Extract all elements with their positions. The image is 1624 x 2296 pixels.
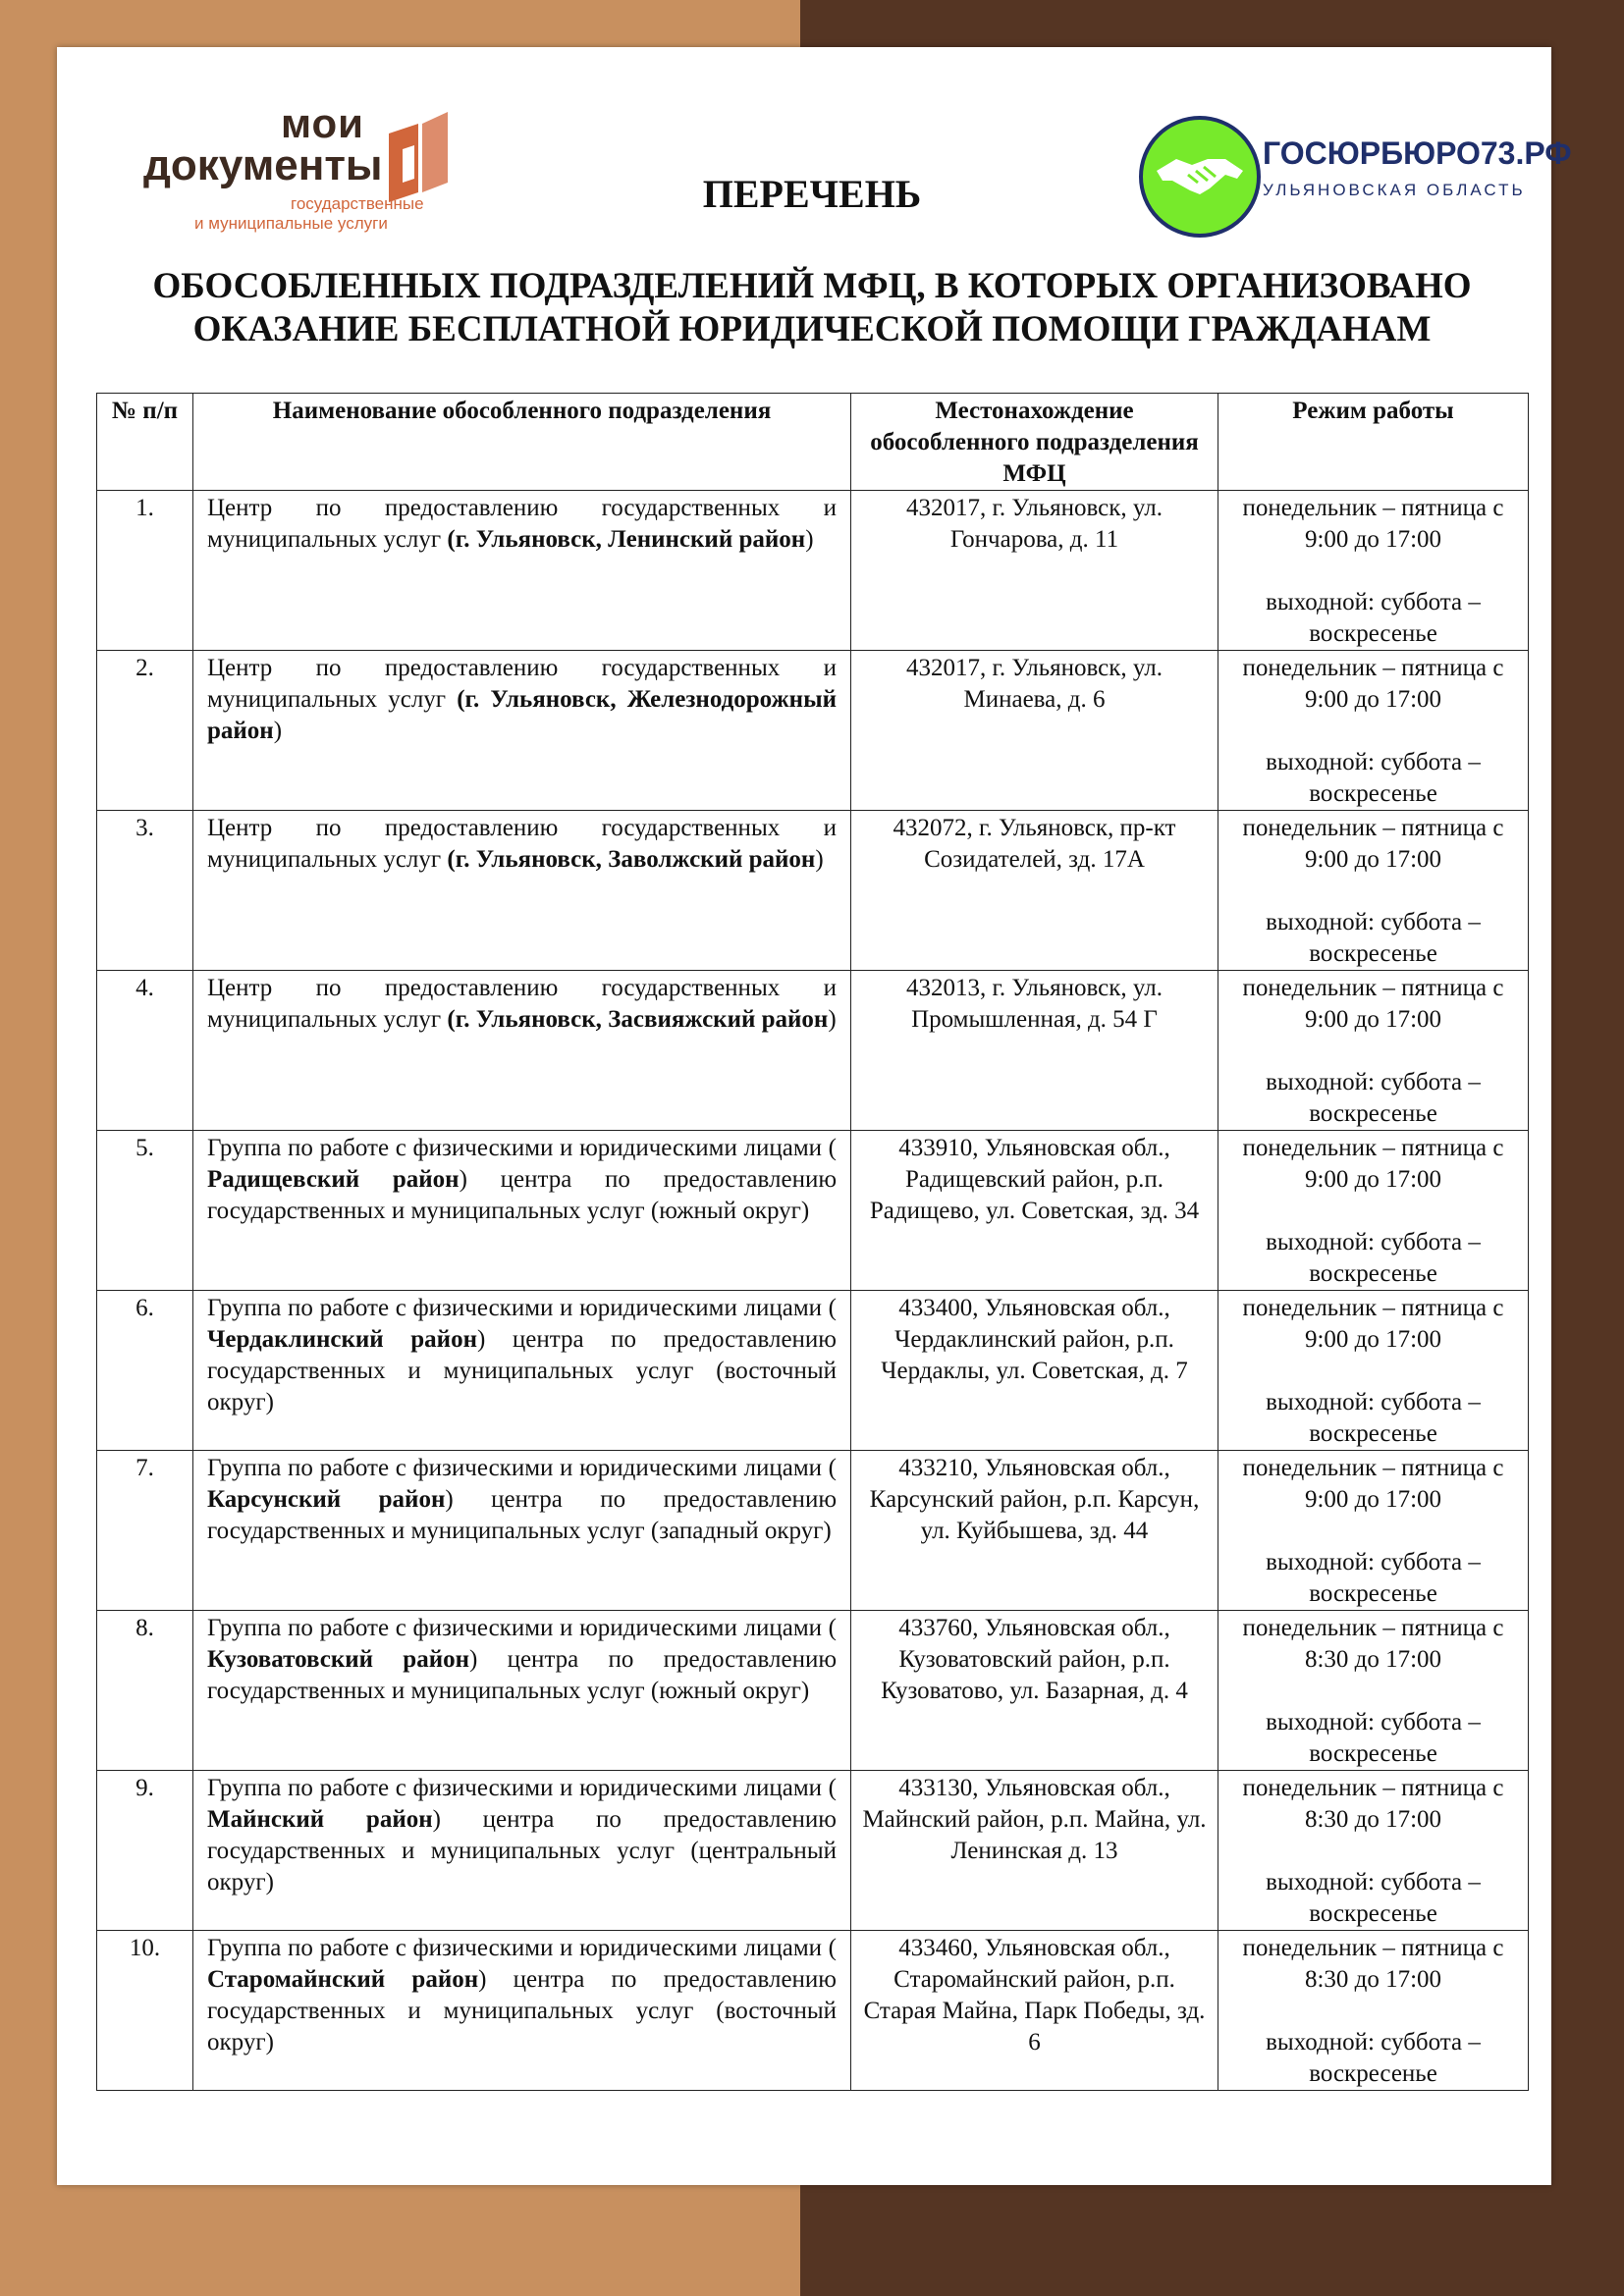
subdivision-address: 432013, г. Ульяновск, ул. Промышленная, д. 54 Г	[851, 971, 1218, 1131]
working-hours	[1218, 651, 1529, 811]
document-title: ПЕРЕЧЕНЬ	[702, 172, 922, 216]
name-text: Группа по работе с физическими и юридическими лицами (	[207, 1135, 837, 1161]
hours-gap	[1228, 1356, 1518, 1387]
name-district: Карсунский район	[207, 1486, 446, 1513]
name-text: Группа по работе с физическими и юридическими лицами (	[207, 1295, 837, 1321]
logo-subtext-2: и муниципальные услуги	[194, 214, 388, 233]
hours-gap	[1228, 1996, 1518, 2027]
table-row	[97, 1291, 1529, 1451]
row-number: 10.	[97, 1931, 193, 2091]
header-hours: Режим работы	[1218, 394, 1529, 491]
subdivision-address: 432017, г. Ульяновск, ул. Минаева, д. 6	[851, 651, 1218, 811]
table-row	[97, 1931, 1529, 2091]
name-text-tail: ) центра по предоставлению государственных и муниципальных услуг (южный округ)	[207, 1646, 837, 1704]
hours-dayoff: выходной: суббота – воскресенье	[1266, 1869, 1481, 1927]
subdivision-address: 433460, Ульяновская обл., Старомайнский район, р.п. Старая Майна, Парк Победы, зд. 6	[851, 1931, 1218, 2091]
subdivision-name	[193, 491, 851, 651]
logo-region-text: УЛЬЯНОВСКАЯ ОБЛАСТЬ	[1263, 181, 1526, 199]
working-hours	[1218, 1931, 1529, 2091]
name-text-tail: ) центра по предоставлению государственных и муниципальных услуг (восточный округ)	[207, 1326, 837, 1415]
table-row	[97, 651, 1529, 811]
hours-weekdays: понедельник – пятница с 9:00 до 17:00	[1242, 1455, 1504, 1513]
logo-brand-text: ГОСЮРБЮРО73.РФ	[1263, 135, 1572, 171]
working-hours	[1218, 971, 1529, 1131]
logo-subtext-1: государственные	[291, 194, 424, 213]
hours-weekdays: понедельник – пятница с 9:00 до 17:00	[1242, 975, 1504, 1033]
subdivision-address: 433910, Ульяновская обл., Радищевский район, р.п. Радищево, ул. Советская, зд. 34	[851, 1131, 1218, 1291]
name-text-tail: ) центра по предоставлению государственных и муниципальных услуг (восточный округ)	[207, 1966, 837, 2056]
hours-dayoff: выходной: суббота – воскресенье	[1266, 1709, 1481, 1767]
row-number: 2.	[97, 651, 193, 811]
subdivision-address: 433760, Ульяновская обл., Кузоватовский район, р.п. Кузоватово, ул. Базарная, д. 4	[851, 1611, 1218, 1771]
table-row	[97, 491, 1529, 651]
working-hours	[1218, 1291, 1529, 1451]
table-row	[97, 1611, 1529, 1771]
row-number: 7.	[97, 1451, 193, 1611]
header-number: № п/п	[97, 394, 193, 491]
hours-weekdays: понедельник – пятница с 8:30 до 17:00	[1242, 1615, 1504, 1673]
row-number: 5.	[97, 1131, 193, 1291]
table-row	[97, 1771, 1529, 1931]
name-text-tail: ) центра по предоставлению государственных и муниципальных услуг (южный округ)	[207, 1166, 837, 1224]
name-district: Радищевский район	[207, 1166, 460, 1193]
table-row	[97, 811, 1529, 971]
subdivision-address: 433400, Ульяновская обл., Чердаклинский район, р.п. Чердаклы, ул. Советская, д. 7	[851, 1291, 1218, 1451]
hours-gap	[1228, 716, 1518, 747]
subdivision-name	[193, 1291, 851, 1451]
hours-weekdays: понедельник – пятница с 9:00 до 17:00	[1242, 1295, 1504, 1353]
working-hours	[1218, 1131, 1529, 1291]
name-district: (г. Ульяновск, Заволжский район	[447, 846, 816, 873]
hours-weekdays: понедельник – пятница с 9:00 до 17:00	[1242, 815, 1504, 873]
row-number: 6.	[97, 1291, 193, 1451]
name-text: Центр по предоставлению государственных и муниципальных услуг	[207, 495, 837, 553]
name-text-tail: ) центра по предоставлению государственных и муниципальных услуг (центральный округ)	[207, 1806, 837, 1896]
name-text: Группа по работе с физическими и юридическими лицами (	[207, 1775, 837, 1801]
name-district: Майнский район	[207, 1806, 433, 1833]
working-hours	[1218, 811, 1529, 971]
logo-text-moi: мои	[281, 100, 364, 146]
name-text: Центр по предоставлению государственных и муниципальных услуг	[207, 975, 837, 1033]
header-name: Наименование обособленного подразделения	[193, 394, 851, 491]
row-number: 8.	[97, 1611, 193, 1771]
name-text: Центр по предоставлению государственных и муниципальных услуг	[207, 655, 837, 713]
document-subtitle: ОБОСОБЛЕННЫХ ПОДРАЗДЕЛЕНИЙ МФЦ, В КОТОРЫХ ОРГАНИЗОВАНО ОКАЗАНИЕ БЕСПЛАТНОЙ ЮРИДИЧЕСКОЙ ПОМОЩИ ГРАЖДАНАМ	[152, 266, 1472, 349]
name-text-tail: )	[273, 718, 283, 744]
table-header-row	[97, 394, 1529, 491]
subdivision-name	[193, 1771, 851, 1931]
name-text: Группа по работе с физическими и юридическими лицами (	[207, 1935, 837, 1961]
hours-gap	[1228, 1516, 1518, 1547]
subdivision-name	[193, 1611, 851, 1771]
table-row	[97, 971, 1529, 1131]
subdivision-name	[193, 1931, 851, 2091]
header-address: Местонахождение обособленного подразделения МФЦ	[851, 394, 1218, 491]
subdivision-address: 432072, г. Ульяновск, пр-кт Созидателей, зд. 17А	[851, 811, 1218, 971]
hours-dayoff: выходной: суббота – воскресенье	[1266, 1549, 1481, 1607]
table-row	[97, 1451, 1529, 1611]
working-hours	[1218, 1771, 1529, 1931]
hours-weekdays: понедельник – пятница с 9:00 до 17:00	[1242, 495, 1504, 553]
subdivision-name	[193, 651, 851, 811]
working-hours	[1218, 1611, 1529, 1771]
hours-dayoff: выходной: суббота – воскресенье	[1266, 2029, 1481, 2087]
name-district: (г. Ульяновск, Железнодорожный район	[207, 686, 837, 744]
name-text-tail: )	[805, 526, 814, 553]
name-district: (г. Ульяновск, Засвияжский район	[447, 1006, 829, 1033]
hours-dayoff: выходной: суббота – воскресенье	[1266, 1229, 1481, 1287]
hours-weekdays: понедельник – пятница с 8:30 до 17:00	[1242, 1935, 1504, 1993]
hours-weekdays: понедельник – пятница с 9:00 до 17:00	[1242, 655, 1504, 713]
subdivision-name	[193, 811, 851, 971]
name-district: (г. Ульяновск, Ленинский район	[447, 526, 806, 553]
name-district: Кузоватовский район	[207, 1646, 470, 1673]
logo-text-dokumenty: документы	[143, 141, 383, 189]
hours-dayoff: выходной: суббота – воскресенье	[1266, 1389, 1481, 1447]
hours-gap	[1228, 1676, 1518, 1707]
row-number: 4.	[97, 971, 193, 1131]
name-text-tail: ) центра по предоставлению государственных и муниципальных услуг (западный округ)	[207, 1486, 837, 1544]
name-text-tail: )	[828, 1006, 837, 1033]
row-number: 3.	[97, 811, 193, 971]
hours-gap	[1228, 1196, 1518, 1227]
subdivision-address: 433130, Ульяновская обл., Майнский район, р.п. Майна, ул. Ленинская д. 13	[851, 1771, 1218, 1931]
working-hours	[1218, 491, 1529, 651]
hours-gap	[1228, 556, 1518, 587]
hours-dayoff: выходной: суббота – воскресенье	[1266, 909, 1481, 967]
mfc-list-table	[96, 393, 1529, 2091]
hours-dayoff: выходной: суббота – воскресенье	[1266, 589, 1481, 647]
table-row	[97, 1131, 1529, 1291]
name-text: Центр по предоставлению государственных и муниципальных услуг	[207, 815, 837, 873]
subdivision-address: 432017, г. Ульяновск, ул. Гончарова, д. 11	[851, 491, 1218, 651]
name-text: Группа по работе с физическими и юридическими лицами (	[207, 1615, 837, 1641]
table-body	[97, 491, 1529, 2091]
name-district: Чердаклинский район	[207, 1326, 477, 1353]
row-number: 1.	[97, 491, 193, 651]
hours-weekdays: понедельник – пятница с 8:30 до 17:00	[1242, 1775, 1504, 1833]
hours-dayoff: выходной: суббота – воскресенье	[1266, 749, 1481, 807]
hours-weekdays: понедельник – пятница с 9:00 до 17:00	[1242, 1135, 1504, 1193]
subdivision-name	[193, 1451, 851, 1611]
working-hours	[1218, 1451, 1529, 1611]
subdivision-address: 433210, Ульяновская обл., Карсунский район, р.п. Карсун, ул. Куйбышева, зд. 44	[851, 1451, 1218, 1611]
name-text: Группа по работе с физическими и юридическими лицами (	[207, 1455, 837, 1481]
row-number: 9.	[97, 1771, 193, 1931]
hours-dayoff: выходной: суббота – воскресенье	[1266, 1069, 1481, 1127]
name-text-tail: )	[815, 846, 824, 873]
hours-gap	[1228, 1836, 1518, 1867]
subdivision-name	[193, 971, 851, 1131]
name-district: Старомайнский район	[207, 1966, 479, 1993]
hours-gap	[1228, 1036, 1518, 1067]
hours-gap	[1228, 876, 1518, 907]
subdivision-name	[193, 1131, 851, 1291]
